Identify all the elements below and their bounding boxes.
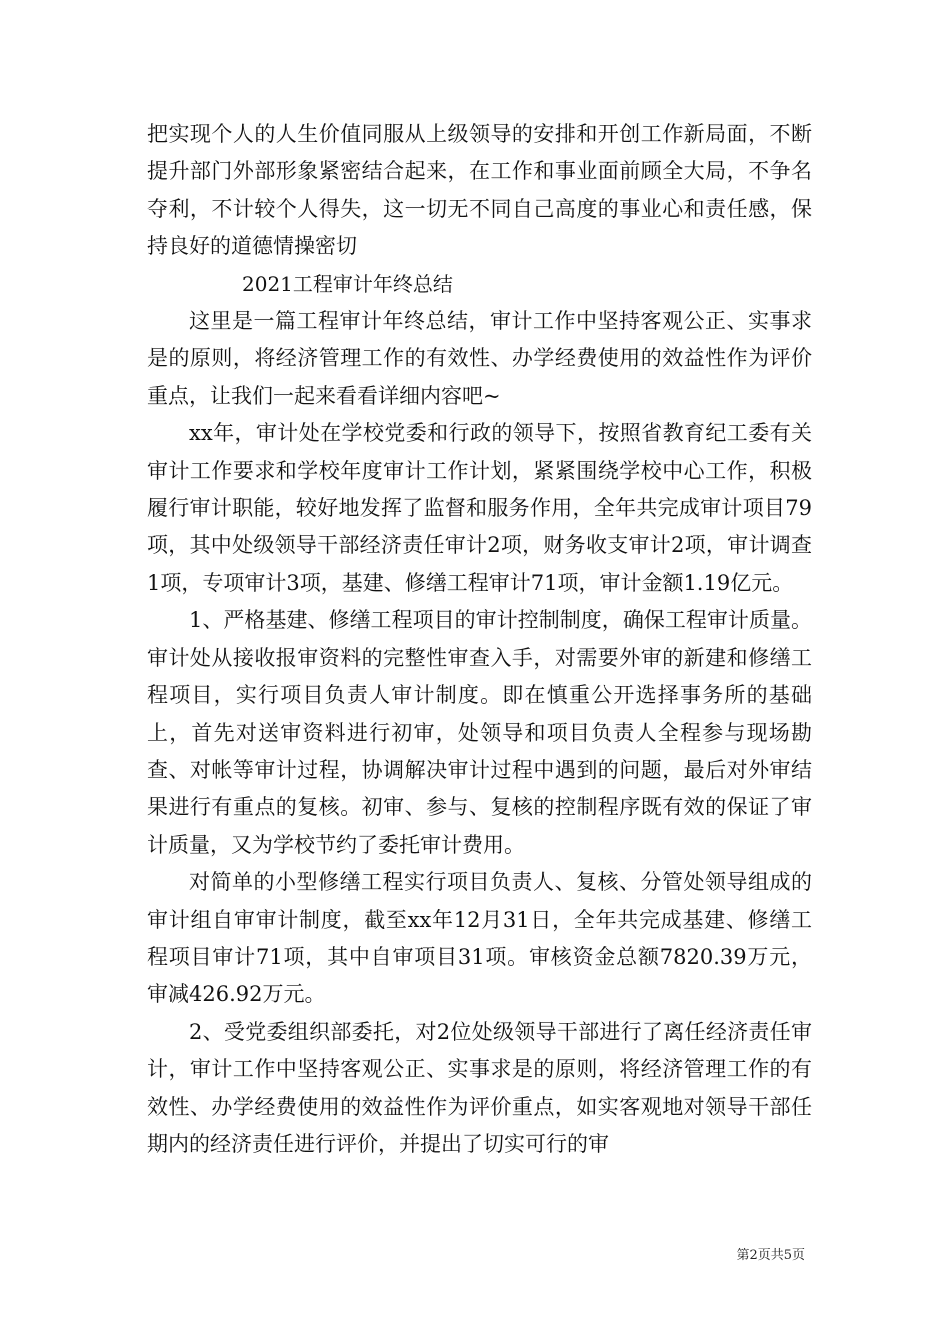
- document-title: 2021工程审计年终总结: [242, 271, 453, 296]
- paragraph-overview: xx年，审计处在学校党委和行政的领导下，按照省教育纪工委有关审计工作要求和学校年度审计工作计划，紧紧围绕学校中心工作，积极履行审计职能，较好地发挥了监督和服务作用，全年共完成审计项目79项，其中处级领导干部经济责任审计2项，财务收支审计2项，审计调查1项，专项审计3项，基建、修缮工程审计71项，审计金额1.19亿元。: [147, 421, 812, 595]
- paragraph-intro: 这里是一篇工程审计年终总结，审计工作中坚持客观公正、实事求是的原则，将经济管理工作的有效性、办学经费使用的效益性作为评价重点，让我们一起来看看详细内容吧~: [147, 309, 812, 408]
- paragraph-item-1: 1、严格基建、修缮工程项目的审计控制制度，确保工程审计质量。审计处从接收报审资料的完整性审查入手，对需要外审的新建和修缮工程项目，实行项目负责人审计制度。即在慎重公开选择事务所的基础上，首先对送审资料进行初审，处领导和项目负责人全程参与现场勘查、对帐等审计过程，协调解决审计过程中遇到的问题，最后对外审结果进行有重点的复核。初审、参与、复核的控制程序既有效的保证了审计质量，又为学校节约了委托审计费用。: [147, 608, 812, 857]
- paragraph-continuation: 把实现个人的人生价值同服从上级领导的安排和开创工作新局面，不断提升部门外部形象紧密结合起来，在工作和事业面前顾全大局，不争名夺利，不计较个人得失，这一切无不同自己高度的事业心和责任感，保持良好的道德情操密切: [147, 122, 812, 259]
- page-number-footer: 第2页共5页: [736, 1248, 805, 1263]
- paragraph-small-repairs: 对简单的小型修缮工程实行项目负责人、复核、分管处领导组成的审计组自审审计制度，截至xx年12月31日，全年共完成基建、修缮工程项目审计71项，其中自审项目31项。审核资金总额7820.39万元，审减426.92万元。: [147, 870, 812, 1007]
- document-body: [147, 116, 812, 1163]
- paragraph-item-2: 2、受党委组织部委托，对2位处级领导干部进行了离任经济责任审计，审计工作中坚持客观公正、实事求是的原则，将经济管理工作的有效性、办学经费使用的效益性作为评价重点，如实客观地对领导干部任期内的经济责任进行评价，并提出了切实可行的审: [147, 1019, 812, 1156]
